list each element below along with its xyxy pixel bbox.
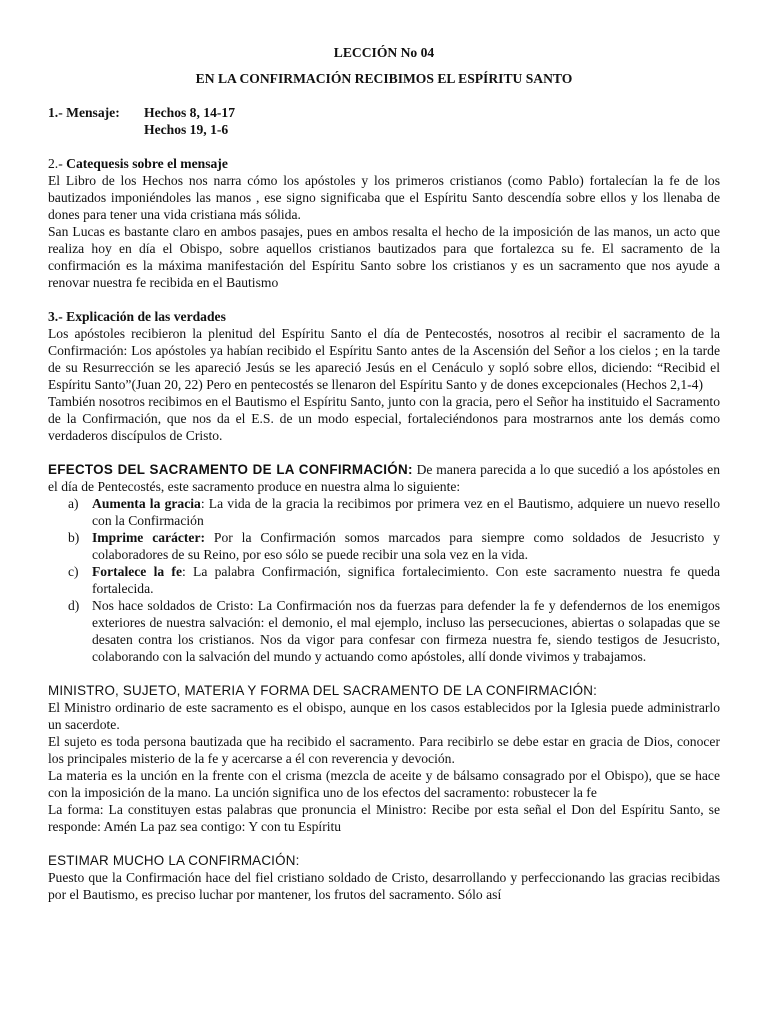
efecto-item-c — [68, 563, 720, 597]
main-title: EN LA CONFIRMACIÓN RECIBIMOS EL ESPÍRITU SANTO — [195, 71, 573, 86]
catequesis-paragraph-2: San Lucas es bastante claro en ambos pasajes, pues en ambos resalta el hecho de la imposición de las manos, un acto que realiza hoy en día el Obispo, sobre aquellos cristianos bautizados para que fortalezca su fe. El sacramento de la confirmación es la máxima manifestación del Espíritu Santo sobre los cristianos y es un sacramento que nos ayude a renovar nuestra fe recibida en el Bautismo — [48, 224, 720, 290]
ministro-paragraph-3: La materia es la unción en la frente con el crisma (mezcla de aceite y de bálsamo consagrado por el Obispo), que se hace con la imposición de la mano. La unción significa uno de los efectos del sacramento: robustecer la fe — [48, 768, 720, 800]
lesson-title: LECCIÓN No 04 — [333, 45, 435, 60]
mensaje-refs — [144, 104, 720, 138]
estimar-section — [48, 852, 720, 903]
catequesis-number: 2.- — [48, 156, 67, 171]
efecto-marker-b: b) — [68, 530, 80, 545]
explicacion-paragraph-1: Los apóstoles recibieron la plenitud del Espíritu Santo el día de Pentecostés, nosotros al recibir el sacramento de la Confirmación: Los apóstoles ya habían recibido el Espíritu Santo antes de la Ascensión del Señor a los cielos ; en la tarde de su Resurrección se les apareció Jesús se les apareció Jesús en el Cenáculo y sopló sobre ellos, diciendo: “Recibid el Espíritu Santo”(Juan 20, 22) Pero en pentecostés se llenaron del Espíritu Santo y de dones excepcionales (Hechos 2,1-4) — [48, 326, 720, 392]
efectos-list — [48, 495, 720, 665]
estimar-paragraph-1: Puesto que la Confirmación hace del fiel cristiano soldado de Cristo, desarrollando y perfeccionando las gracias recibidas por el Bautismo, es preciso luchar por mantener, los frutos del sacramento. Sólo así — [48, 870, 720, 902]
catequesis-section — [48, 155, 720, 291]
efecto-text-c: : La palabra Confirmación, significa fortalecimiento. Con este sacramento nuestra fe queda fortalecida. — [92, 564, 720, 596]
efecto-marker-a: a) — [68, 496, 79, 511]
catequesis-title: Catequesis sobre el mensaje — [66, 156, 228, 171]
efecto-term-c: Fortalece la fe — [92, 564, 182, 579]
catequesis-heading — [48, 155, 720, 172]
efecto-item-a — [68, 495, 721, 529]
catequesis-paragraph-1: El Libro de los Hechos nos narra cómo los apóstoles y los primeros cristianos (como Pablo) fortalecían la fe de los bautizados imponiéndoles las manos , ese signo significaba que el Espíritu Santo descendía sobre ellos y los llenaba de dones para tener una vida cristiana más sólida. — [48, 173, 720, 222]
ministro-paragraph-2: El sujeto es toda persona bautizada que ha recibido el sacramento. Para recibirlo se debe estar en gracia de Dios, conocer los principales misterio de la fe y acercarse a él con reverencia y devoción. — [48, 734, 720, 766]
explicacion-title: 3.- Explicación de las verdades — [48, 309, 226, 324]
efecto-item-b — [68, 529, 720, 563]
estimar-title: ESTIMAR MUCHO LA CONFIRMACIÓN: — [48, 853, 300, 868]
efecto-term-b: Imprime carácter: — [92, 530, 206, 545]
efectos-intro: De manera parecida a lo que sucedió a los apóstoles en el día de Pentecostés, este sacramento produce en nuestra alma lo siguiente: — [48, 462, 720, 494]
efectos-section — [48, 461, 720, 665]
efecto-text-d: Nos hace soldados de Cristo: La Confirmación nos da fuerzas para defender la fe y defendernos de los enemigos exteriores de nuestra salvación: el demonio, el mal ejemplo, incluso las persecuciones, abiertas o solapadas que se desaten contra los cristianos. Nos da vigor para confesar con firmeza nuestra fe, siendo testigos de Jesucristo, colaborando con la salvación del mundo y actuando como apóstoles, allí donde vivimos y trabajamos. — [92, 598, 720, 664]
mensaje-section — [48, 104, 720, 138]
explicacion-paragraph-2: También nosotros recibimos en el Bautismo el Espíritu Santo, junto con la gracia, pero el Señor ha instituido el Sacramento de la Confirmación, que nos da el E.S. de un modo especial, fortaleciéndonos para mostrarnos ante los demás como verdaderos discípulos de Cristo. — [48, 394, 720, 443]
efecto-text-b: Por la Confirmación somos marcados para siempre como soldados de Jesucristo y colaboradores de su Reino, por eso sólo se puede recibir una sola vez en la vida. — [92, 530, 720, 562]
efectos-title: EFECTOS DEL SACRAMENTO DE LA CONFIRMACIÓN: — [48, 462, 413, 477]
ministro-section — [48, 682, 720, 835]
ministro-title: MINISTRO, SUJETO, MATERIA Y FORMA DEL SACRAMENTO DE LA CONFIRMACIÓN: — [48, 683, 598, 698]
efecto-item-d — [68, 597, 720, 665]
ministro-paragraph-4: La forma: La constituyen estas palabras que pronuncia el Ministro: Recibe por esta señal el Don del Espíritu Santo, se responde: Amén La paz sea contigo: Y con tu Espíritu — [48, 802, 720, 834]
ministro-paragraph-1: El Ministro ordinario de este sacramento es el obispo, aunque en los casos establecidos por la Iglesia puede administrarlo un sacerdote. — [48, 700, 720, 732]
mensaje-ref-1: Hechos 8, 14-17 — [144, 105, 235, 120]
efecto-text-a: : La vida de la gracia la recibimos por primera vez en el Bautismo, adquiere un nuevo resello con la Confirmación — [92, 496, 721, 528]
mensaje-label: 1.- Mensaje: — [48, 105, 120, 120]
mensaje-ref-2: Hechos 19, 1-6 — [144, 122, 229, 137]
efecto-term-a: Aumenta la gracia — [92, 496, 201, 511]
explicacion-section — [48, 308, 720, 444]
efecto-marker-d: d) — [68, 598, 80, 613]
efectos-intro-paragraph — [48, 461, 720, 495]
efecto-marker-c: c) — [68, 564, 79, 579]
